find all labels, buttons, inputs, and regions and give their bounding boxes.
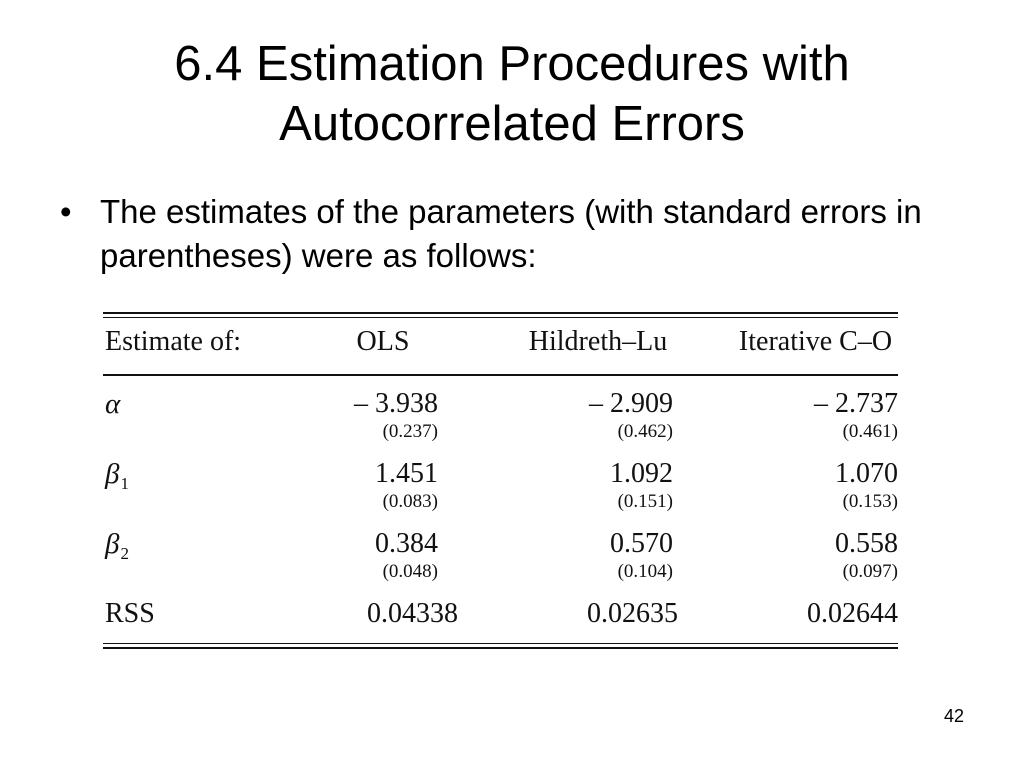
- value-beta1-ols: 1.451: [375, 458, 438, 489]
- value-beta1-hildreth-lu: 1.092: [610, 458, 673, 489]
- se-alpha-iterative-co: (0.461): [842, 421, 898, 442]
- header-hildreth-lu: Hildreth–Lu: [528, 326, 668, 357]
- row-label-rss: RSS: [105, 598, 155, 629]
- table-bottom-rule: [103, 647, 898, 649]
- header-estimate-of: Estimate of:: [105, 326, 242, 357]
- title-line-1: 6.4 Estimation Procedures with: [174, 37, 850, 91]
- row-label-beta2: $\beta_2$: [105, 528, 129, 563]
- value-rss-hildreth-lu: 0.02635: [587, 598, 678, 629]
- value-alpha-iterative-co: – 2.737: [814, 388, 898, 419]
- bullet-symbol: •: [60, 193, 72, 230]
- value-rss-iterative-co: 0.02644: [807, 598, 898, 629]
- value-beta2-iterative-co: 0.558: [835, 528, 898, 559]
- page-number: 42: [943, 706, 964, 726]
- table-top-rule-thin: [103, 317, 898, 318]
- se-beta1-hildreth-lu: (0.151): [617, 491, 673, 512]
- value-beta2-ols: 0.384: [375, 528, 438, 559]
- se-beta2-hildreth-lu: (0.104): [617, 561, 673, 582]
- bullet-text: The estimates of the parameters (with standard errors in parentheses) were as follows:: [100, 193, 922, 274]
- se-beta2-ols: (0.048): [382, 561, 438, 582]
- table-bottom-rule-thin: [103, 643, 898, 644]
- estimates-table: [103, 310, 898, 655]
- se-beta1-iterative-co: (0.153): [842, 491, 898, 512]
- row-label-alpha: α: [105, 388, 121, 420]
- se-beta2-iterative-co: (0.097): [842, 561, 898, 582]
- row-label-beta1: $\beta_1$: [105, 458, 129, 493]
- header-iterative-co: Iterative C–O: [738, 326, 893, 357]
- value-rss-ols: 0.04338: [367, 598, 458, 629]
- table-header-rule: [103, 374, 898, 376]
- title-line-2: Autocorrelated Errors: [279, 97, 745, 151]
- value-alpha-hildreth-lu: – 2.909: [589, 388, 673, 419]
- value-beta1-iterative-co: 1.070: [835, 458, 898, 489]
- value-alpha-ols: – 3.938: [354, 388, 438, 419]
- slide-title: [0, 34, 1024, 154]
- table-top-rule: [103, 312, 898, 314]
- value-beta2-hildreth-lu: 0.570: [610, 528, 673, 559]
- se-alpha-ols: (0.237): [382, 421, 438, 442]
- se-beta1-ols: (0.083): [382, 491, 438, 512]
- header-ols: OLS: [356, 326, 410, 357]
- se-alpha-hildreth-lu: (0.462): [617, 421, 673, 442]
